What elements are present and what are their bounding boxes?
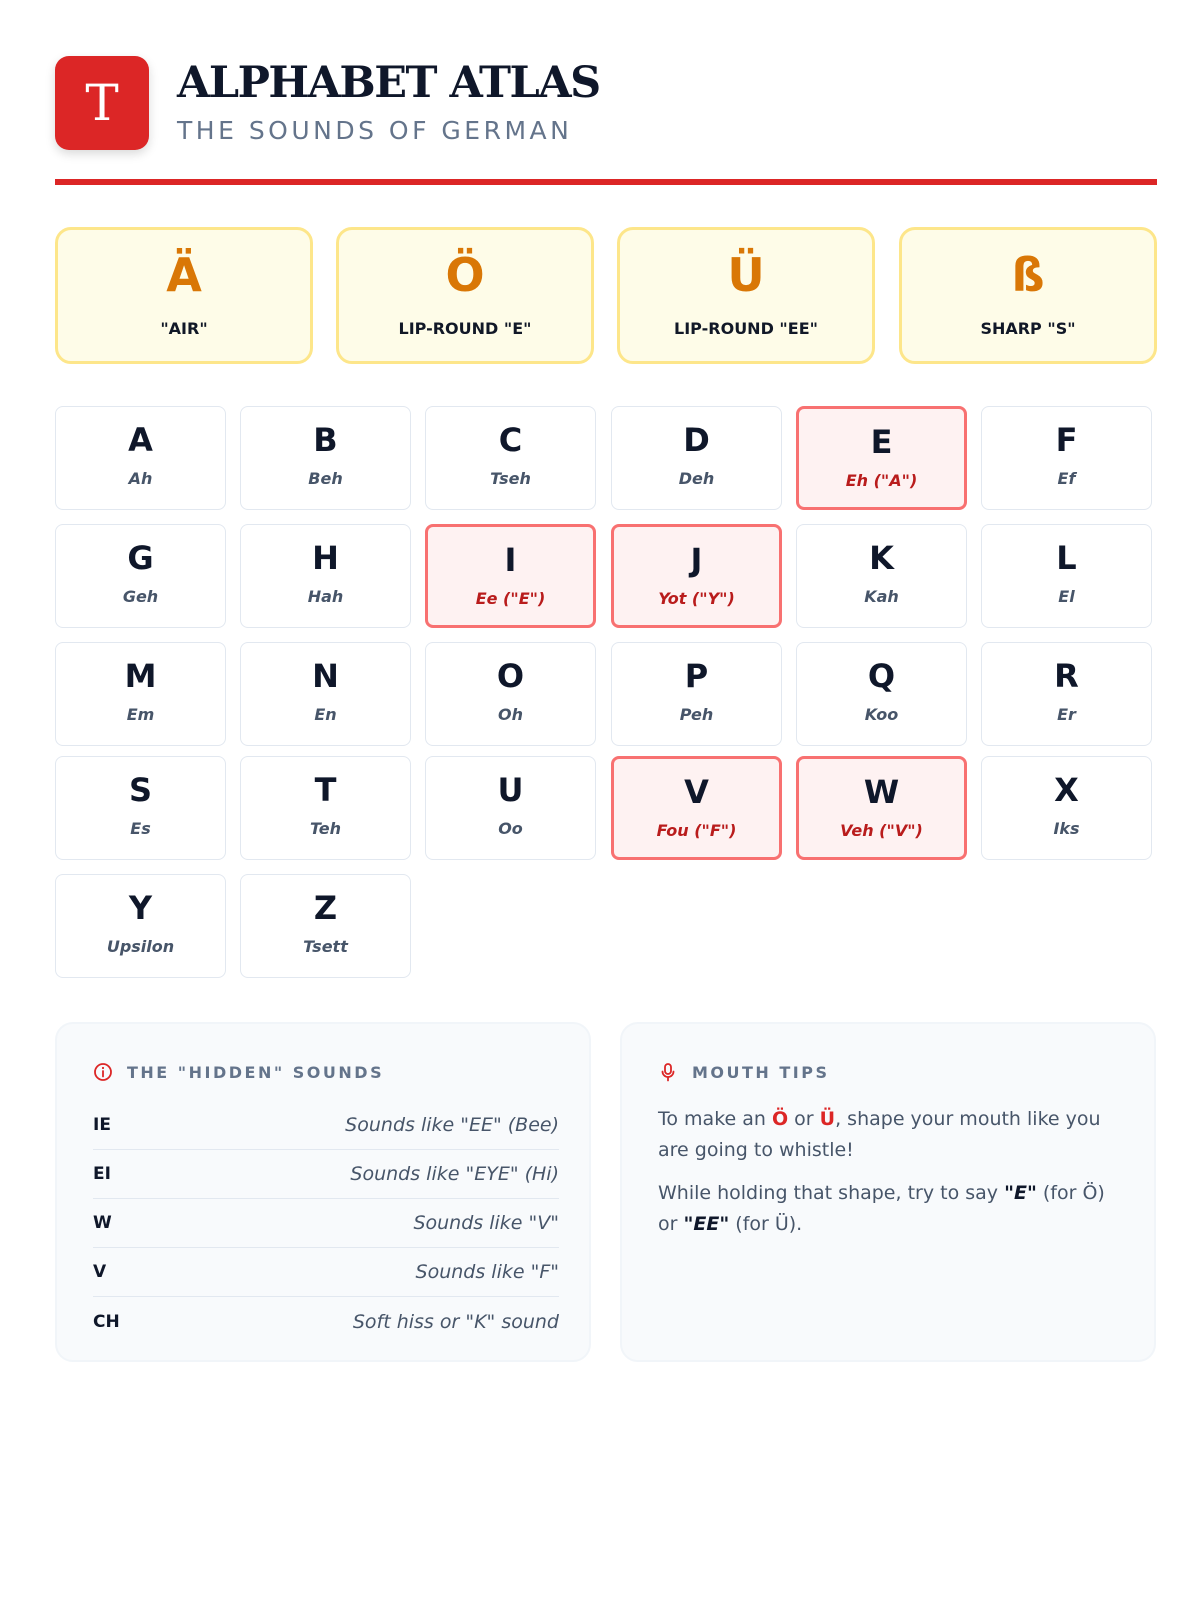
letter-glyph: P bbox=[684, 657, 709, 695]
special-letters bbox=[55, 227, 1157, 364]
letter-card-l bbox=[981, 524, 1152, 628]
letter-card-m bbox=[55, 642, 226, 746]
letter-pronunciation: Yot ("Y") bbox=[658, 589, 735, 608]
letter-pronunciation: Teh bbox=[309, 819, 342, 838]
letter-glyph: L bbox=[1056, 539, 1077, 577]
list-item bbox=[93, 1150, 559, 1199]
letter-card-n bbox=[240, 642, 411, 746]
sound-key: CH bbox=[93, 1311, 120, 1332]
letter-glyph: V bbox=[684, 773, 709, 811]
special-card-oe bbox=[336, 227, 594, 364]
letter-pronunciation: Kah bbox=[864, 587, 899, 606]
microphone-icon bbox=[658, 1062, 678, 1082]
sound-description: Sounds like "EE" (Bee) bbox=[345, 1114, 559, 1136]
page-title: ALPHABET ATLAS bbox=[177, 58, 600, 108]
letter-card-r bbox=[981, 642, 1152, 746]
letter-pronunciation: Eh ("A") bbox=[845, 471, 918, 490]
panel-title: MOUTH TIPS bbox=[692, 1062, 830, 1082]
letter-card-s bbox=[55, 756, 226, 860]
letter-pronunciation: Geh bbox=[122, 587, 159, 606]
letter-glyph: G bbox=[127, 539, 154, 577]
special-label: LIP-ROUND "EE" bbox=[674, 319, 818, 338]
alphabet-grid bbox=[55, 406, 1157, 981]
tip-text: While holding that shape, try to say bbox=[658, 1182, 1005, 1204]
letter-glyph: O bbox=[496, 657, 525, 695]
info-circle-icon bbox=[93, 1062, 113, 1082]
letter-pronunciation: Iks bbox=[1053, 819, 1080, 838]
letter-card-h bbox=[240, 524, 411, 628]
sound-key: IE bbox=[93, 1115, 111, 1135]
letter-glyph: W bbox=[863, 773, 900, 811]
logo-glyph: T bbox=[85, 74, 119, 132]
letter-glyph: H bbox=[312, 539, 339, 577]
letter-card-c bbox=[425, 406, 596, 510]
letter-card-q bbox=[796, 642, 967, 746]
letter-card-o bbox=[425, 642, 596, 746]
letter-glyph: K bbox=[869, 539, 894, 577]
list-item bbox=[93, 1297, 559, 1346]
letter-glyph: Q bbox=[867, 657, 896, 695]
letter-pronunciation: En bbox=[314, 705, 337, 724]
letter-card-e bbox=[796, 406, 967, 510]
letter-pronunciation: Er bbox=[1057, 705, 1076, 724]
letter-glyph: I bbox=[504, 541, 517, 579]
header-divider bbox=[55, 179, 1157, 185]
special-glyph: Ä bbox=[166, 248, 202, 302]
letter-pronunciation: Em bbox=[126, 705, 155, 724]
letter-pronunciation: Upsilon bbox=[106, 937, 175, 956]
hidden-sounds-panel bbox=[55, 1022, 591, 1362]
sound-description: Soft hiss or "K" sound bbox=[352, 1310, 559, 1333]
letter-card-b bbox=[240, 406, 411, 510]
letter-pronunciation: Peh bbox=[679, 705, 714, 724]
letter-pronunciation: Es bbox=[130, 819, 151, 838]
letter-pronunciation: Koo bbox=[864, 705, 899, 724]
letter-card-y bbox=[55, 874, 226, 978]
sound-key: EI bbox=[93, 1164, 111, 1184]
letter-glyph: C bbox=[498, 421, 523, 459]
letter-glyph: S bbox=[128, 771, 153, 809]
hidden-sounds-list bbox=[93, 1101, 559, 1346]
letter-pronunciation: Oh bbox=[498, 705, 523, 724]
header bbox=[55, 56, 1157, 188]
tip-sound-ee: "EE" bbox=[683, 1213, 730, 1235]
page-subtitle: THE SOUNDS OF GERMAN bbox=[177, 116, 573, 145]
letter-glyph: U bbox=[497, 771, 524, 809]
mouth-tips-panel bbox=[620, 1022, 1156, 1362]
special-label: "AIR" bbox=[160, 319, 208, 338]
panel-title: THE "HIDDEN" SOUNDS bbox=[127, 1062, 385, 1082]
letter-pronunciation: Oo bbox=[498, 819, 523, 838]
letter-glyph: A bbox=[128, 421, 153, 459]
sound-description: Sounds like "V" bbox=[413, 1212, 559, 1234]
letter-pronunciation: Tseh bbox=[490, 469, 531, 488]
tip-sound-e: "E" bbox=[1004, 1182, 1037, 1204]
letter-pronunciation: Ah bbox=[128, 469, 153, 488]
special-card-eszett bbox=[899, 227, 1157, 364]
special-glyph: Ö bbox=[445, 248, 485, 302]
sound-description: Sounds like "EYE" (Hi) bbox=[350, 1163, 559, 1185]
special-card-ue bbox=[617, 227, 875, 364]
tip-letter-ue: Ü bbox=[819, 1108, 836, 1130]
letter-card-w bbox=[796, 756, 967, 860]
mouth-tips-text bbox=[658, 1104, 1128, 1252]
letter-pronunciation: El bbox=[1058, 587, 1075, 606]
letter-glyph: Z bbox=[313, 889, 338, 927]
panel-header bbox=[658, 1060, 830, 1084]
letter-pronunciation: Beh bbox=[308, 469, 343, 488]
letter-glyph: Y bbox=[128, 889, 153, 927]
special-card-ae bbox=[55, 227, 313, 364]
letter-glyph: D bbox=[683, 421, 710, 459]
letter-glyph: F bbox=[1055, 421, 1078, 459]
letter-card-a bbox=[55, 406, 226, 510]
special-glyph: Ü bbox=[727, 248, 765, 302]
letter-pronunciation: Veh ("V") bbox=[840, 821, 923, 840]
letter-card-z bbox=[240, 874, 411, 978]
letter-card-t bbox=[240, 756, 411, 860]
letter-card-j bbox=[611, 524, 782, 628]
letter-glyph: E bbox=[870, 423, 893, 461]
letter-card-p bbox=[611, 642, 782, 746]
logo bbox=[55, 56, 149, 150]
tip-paragraph-1 bbox=[658, 1104, 1128, 1166]
list-item bbox=[93, 1199, 559, 1248]
sound-key: V bbox=[93, 1262, 107, 1282]
tip-paragraph-2 bbox=[658, 1178, 1128, 1240]
letter-glyph: M bbox=[124, 657, 157, 695]
panel-header bbox=[93, 1060, 384, 1084]
letter-glyph: T bbox=[314, 771, 337, 809]
list-item bbox=[93, 1101, 559, 1150]
tip-text: , shape your mouth like you are going to whistle! bbox=[658, 1108, 1101, 1161]
tip-text: To make an bbox=[658, 1108, 772, 1130]
tip-text: (for Ö) or bbox=[658, 1182, 1105, 1235]
letter-card-x bbox=[981, 756, 1152, 860]
special-label: LIP-ROUND "E" bbox=[398, 319, 532, 338]
letter-pronunciation: Hah bbox=[307, 587, 344, 606]
letter-card-f bbox=[981, 406, 1152, 510]
sound-key: W bbox=[93, 1213, 112, 1233]
letter-card-i bbox=[425, 524, 596, 628]
tip-letter-oe: Ö bbox=[771, 1108, 789, 1130]
letter-card-v bbox=[611, 756, 782, 860]
tip-text: or bbox=[788, 1108, 820, 1130]
letter-pronunciation: Tsett bbox=[303, 937, 348, 956]
sound-description: Sounds like "F" bbox=[415, 1261, 559, 1283]
letter-glyph: R bbox=[1054, 657, 1079, 695]
list-item bbox=[93, 1248, 559, 1297]
tip-text: (for Ü). bbox=[729, 1213, 803, 1235]
letter-card-k bbox=[796, 524, 967, 628]
letter-card-d bbox=[611, 406, 782, 510]
special-glyph: ß bbox=[1011, 248, 1045, 302]
letter-glyph: J bbox=[690, 541, 703, 579]
letter-pronunciation: Ef bbox=[1057, 469, 1076, 488]
letter-pronunciation: Ee ("E") bbox=[475, 589, 546, 608]
letter-card-u bbox=[425, 756, 596, 860]
letter-glyph: B bbox=[313, 421, 338, 459]
letter-pronunciation: Fou ("F") bbox=[656, 821, 737, 840]
letter-glyph: N bbox=[312, 657, 339, 695]
letter-pronunciation: Deh bbox=[678, 469, 715, 488]
special-label: SHARP "S" bbox=[980, 319, 1076, 338]
letter-card-g bbox=[55, 524, 226, 628]
letter-glyph: X bbox=[1054, 771, 1079, 809]
